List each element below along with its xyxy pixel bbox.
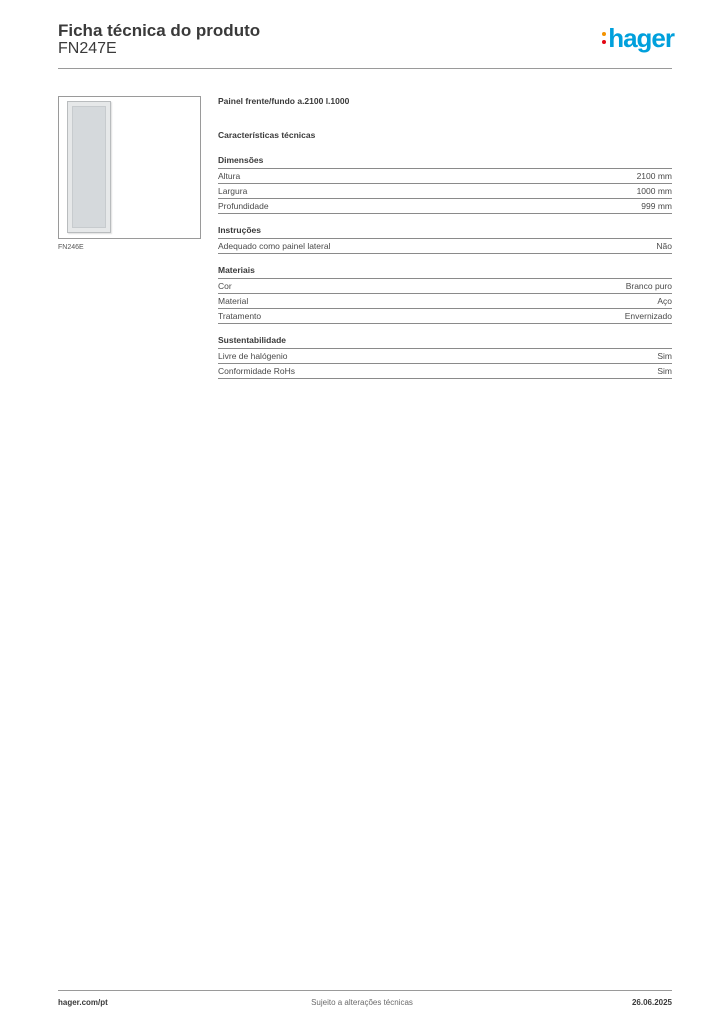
spec-value: Branco puro bbox=[625, 281, 672, 291]
logo-text: hager bbox=[608, 23, 674, 53]
spec-label: Livre de halógenio bbox=[218, 351, 288, 361]
spec-group-instructions bbox=[218, 225, 672, 254]
spec-value: Sim bbox=[657, 366, 672, 376]
panel-image-icon bbox=[67, 101, 111, 233]
group-title: Instruções bbox=[218, 225, 672, 239]
page-title: Ficha técnica do produto bbox=[58, 21, 261, 40]
spec-label: Tratamento bbox=[218, 311, 262, 321]
spec-value: Aço bbox=[657, 296, 672, 306]
spec-label: Cor bbox=[218, 281, 232, 291]
footer-notice: Sujeito a alterações técnicas bbox=[311, 998, 413, 1007]
footer-date: 26.06.2025 bbox=[631, 998, 672, 1007]
spec-value: Não bbox=[656, 241, 672, 251]
spec-row bbox=[218, 294, 672, 309]
group-title: Materiais bbox=[218, 265, 672, 279]
spec-row bbox=[218, 199, 672, 214]
product-image bbox=[58, 96, 201, 239]
spec-row bbox=[218, 279, 672, 294]
spec-row bbox=[218, 169, 672, 184]
spec-row bbox=[218, 239, 672, 254]
spec-label: Material bbox=[218, 296, 249, 306]
spec-content bbox=[218, 96, 672, 390]
footer-divider bbox=[58, 990, 672, 991]
logo-dot-bottom bbox=[602, 40, 606, 44]
spec-label: Conformidade RoHs bbox=[218, 366, 296, 376]
section-heading: Características técnicas bbox=[218, 130, 316, 140]
spec-row bbox=[218, 364, 672, 379]
spec-group-dimensions bbox=[218, 155, 672, 214]
group-title: Sustentabilidade bbox=[218, 335, 672, 349]
spec-group-materials bbox=[218, 265, 672, 324]
spec-value: 999 mm bbox=[641, 201, 672, 211]
logo-dots-icon bbox=[602, 26, 606, 50]
image-caption: FN246E bbox=[58, 244, 84, 251]
spec-value: Envernizado bbox=[624, 311, 672, 321]
spec-label: Adequado como painel lateral bbox=[218, 241, 331, 251]
panel-inner-surface bbox=[72, 106, 106, 228]
spec-row bbox=[218, 184, 672, 199]
spec-label: Altura bbox=[218, 171, 241, 181]
spec-row bbox=[218, 349, 672, 364]
spec-value: Sim bbox=[657, 351, 672, 361]
spec-group-sustainability bbox=[218, 335, 672, 379]
group-title: Dimensões bbox=[218, 155, 672, 169]
header-divider bbox=[58, 68, 672, 69]
spec-value: 1000 mm bbox=[636, 186, 672, 196]
spec-label: Profundidade bbox=[218, 201, 269, 211]
spec-value: 2100 mm bbox=[636, 171, 672, 181]
hager-logo bbox=[602, 24, 674, 52]
footer-website-link[interactable]: hager.com/pt bbox=[58, 998, 108, 1007]
spec-label: Largura bbox=[218, 186, 248, 196]
logo-dot-top bbox=[602, 32, 606, 36]
product-name: Painel frente/fundo a.2100 l.1000 bbox=[218, 96, 350, 106]
product-reference: FN247E bbox=[58, 40, 117, 57]
spec-row bbox=[218, 309, 672, 324]
